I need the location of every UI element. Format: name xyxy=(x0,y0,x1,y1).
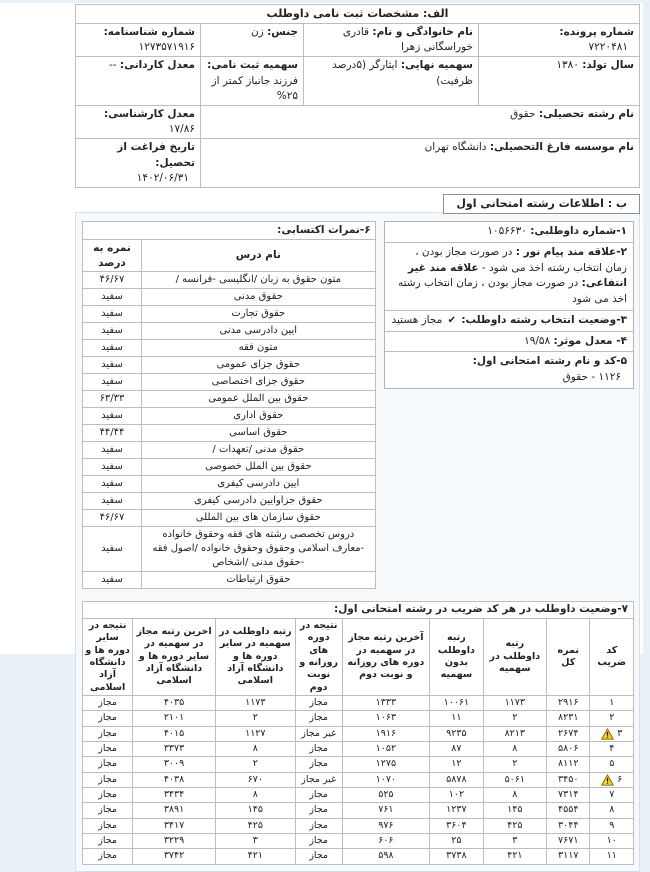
birth-year-value: ۱۳۸۰ xyxy=(556,59,579,72)
grade-row xyxy=(83,357,376,374)
coefficient-code-number: ۶ xyxy=(617,773,623,785)
score-cell: سفید xyxy=(83,323,142,340)
results-value-cell: ۳۴۳۴ xyxy=(133,787,216,802)
course-name-cell: حقوق بین الملل خصوصی xyxy=(142,459,376,476)
graduation-date-cell xyxy=(76,139,201,188)
results-value-cell: ۷۶۷۱ xyxy=(546,833,590,848)
results-title-row xyxy=(83,602,634,619)
results-value-cell: مجاز xyxy=(295,741,342,756)
results-value-cell: مجاز xyxy=(83,695,133,710)
warning-icon xyxy=(601,728,614,740)
coefficient-code-cell xyxy=(590,849,634,864)
results-column-header: رتبه داوطلب در سهمیه در سایر دوره ها و دانشگاه آزاد اسلامی xyxy=(215,618,295,695)
results-value-cell: ۲۵ xyxy=(430,833,483,848)
payamnoor-interest-text: در صورت مجاز بودن ، زمان انتخاب رشته اخذ می شود - xyxy=(415,245,627,274)
coefficient-code-number: ۱ xyxy=(609,696,615,708)
coefficient-code-cell xyxy=(590,818,634,833)
results-value-cell: ۲۹۱۶ xyxy=(546,695,590,710)
id-number-value: ۱۲۷۳۵۷۱۹۱۶ xyxy=(138,41,195,54)
results-column-header: آخرین رتبه مجاز در سهمیه در دوره های روزانه و نوبت دوم xyxy=(342,618,430,695)
course-name-cell: حقوق اساسی xyxy=(142,425,376,442)
score-cell: سفید xyxy=(83,374,142,391)
results-value-cell: ۴۰۳۸ xyxy=(133,772,216,787)
grade-row xyxy=(83,442,376,459)
payamnoor-interest-item xyxy=(385,242,633,310)
results-header-row xyxy=(83,618,634,695)
exam-field-label: ۵-کد و نام رشته امتحانی اول: xyxy=(472,355,627,368)
coefficient-code-number: ۱۱ xyxy=(606,850,617,862)
results-value-cell: ۸۲۳۱ xyxy=(546,711,590,726)
grade-row xyxy=(83,527,376,572)
grade-row xyxy=(83,476,376,493)
results-value-cell: ۱۰۲ xyxy=(430,787,483,802)
results-value-cell: ۱۱ xyxy=(430,711,483,726)
results-value-cell: ۳ xyxy=(483,833,546,848)
grade-row xyxy=(83,374,376,391)
course-name-cell: ایین دادرسی مدنی xyxy=(142,323,376,340)
results-value-cell: ۲ xyxy=(215,711,295,726)
section-a-row-2 xyxy=(76,57,640,106)
file-number-cell xyxy=(479,23,640,56)
coefficient-code xyxy=(592,743,631,755)
results-value-cell: ۷۶۱ xyxy=(342,803,430,818)
candidate-number-item xyxy=(385,222,633,242)
grade-row xyxy=(83,340,376,357)
results-value-cell: ۴۲۵ xyxy=(215,818,295,833)
coefficient-code-number: ۳ xyxy=(617,727,623,739)
results-value-cell: ۲ xyxy=(483,757,546,772)
results-value-cell: ۴۲۱ xyxy=(215,849,295,864)
grade-row xyxy=(83,425,376,442)
results-value-cell: ۳۰۰۹ xyxy=(133,757,216,772)
gender-value: زن xyxy=(250,25,264,38)
grade-row xyxy=(83,323,376,340)
coefficient-code-number: ۸ xyxy=(609,804,615,816)
selection-status-label: ۳-وضعیت انتخاب رشته داوطلب: xyxy=(461,313,627,326)
results-value-cell: ۹۷۶ xyxy=(342,818,430,833)
exam-field-value: ۱۱۲۶ - حقوق xyxy=(562,371,621,384)
gender-cell xyxy=(201,23,304,56)
coefficient-code-cell xyxy=(590,787,634,802)
results-value-cell: مجاز xyxy=(83,849,133,864)
final-quota-label: سهمیه نهایی: xyxy=(400,59,473,72)
course-name-cell: حقوق مدنی /تعهدات / xyxy=(142,442,376,459)
results-value-cell: ۳۸۹۱ xyxy=(133,803,216,818)
results-value-cell: ۳۷۳۸ xyxy=(430,849,483,864)
course-name-cell: حقوق اداری xyxy=(142,408,376,425)
score-cell: سفید xyxy=(83,306,142,323)
results-value-cell: ۴۲۵ xyxy=(483,818,546,833)
coefficient-code xyxy=(592,728,631,740)
section-b-label-row xyxy=(75,188,640,212)
major-value: حقوق xyxy=(510,108,536,121)
course-name-cell: حقوق ارتباطات xyxy=(142,572,376,589)
results-value-cell: ۱۰۶۳ xyxy=(342,711,430,726)
registration-quota-value: فرزند جانباز کمتر از ۲۵% xyxy=(211,74,298,102)
id-number-label: شماره شناسنامه: xyxy=(103,25,195,38)
results-value-cell: ۲ xyxy=(483,711,546,726)
birth-year-cell xyxy=(479,57,640,106)
results-value-cell: ۳۴۱۷ xyxy=(133,818,216,833)
results-value-cell: ۴۰۳۵ xyxy=(133,695,216,710)
course-name-cell: حقوق تجارت xyxy=(142,306,376,323)
institute-cell xyxy=(201,139,640,188)
results-value-cell: ۱۲۷۵ xyxy=(342,757,430,772)
results-row xyxy=(83,787,634,802)
score-cell: ۴۶/۶۷ xyxy=(83,510,142,527)
results-value-cell: ۱۲۳۷ xyxy=(430,803,483,818)
candidate-number-label: ۱-شماره داوطلبی: xyxy=(530,225,627,238)
results-value-cell: ۸۱۱۲ xyxy=(546,757,590,772)
results-value-cell: مجاز xyxy=(295,711,342,726)
birth-year-label: سال تولد: xyxy=(582,59,634,72)
course-name-cell: حقوق جزاوایین دادرسی کیفری xyxy=(142,493,376,510)
results-value-cell: ۲۶۷۴ xyxy=(546,726,590,741)
results-value-cell: ۳۶۰۴ xyxy=(430,818,483,833)
course-name-cell: حقوق جزای عمومی xyxy=(142,357,376,374)
coefficient-code-number: ۵ xyxy=(609,758,615,770)
grades-table xyxy=(82,221,376,589)
results-value-cell: مجاز xyxy=(83,772,133,787)
results-value-cell: ۳۰۴۴ xyxy=(546,818,590,833)
results-value-cell: مجاز xyxy=(295,818,342,833)
graduation-date-label: تاریخ فراغت از تحصیل: xyxy=(117,141,195,169)
file-number-label: شماره پرونده: xyxy=(559,25,634,38)
selection-status-item xyxy=(385,310,633,331)
coefficient-code-number: ۹ xyxy=(609,819,615,831)
coefficient-code xyxy=(592,835,631,847)
results-row xyxy=(83,726,634,741)
results-row xyxy=(83,695,634,710)
effective-gpa-value: ۱۹/۵۸ xyxy=(524,334,551,347)
major-label: نام رشته تحصیلی: xyxy=(538,108,634,121)
coefficient-code xyxy=(592,850,631,862)
score-cell: سفید xyxy=(83,408,142,425)
results-value-cell: ۲ xyxy=(215,757,295,772)
results-value-cell: مجاز xyxy=(83,726,133,741)
grade-row xyxy=(83,408,376,425)
results-value-cell: ۵۰۶۱ xyxy=(483,772,546,787)
results-title: ۷-وضعیت داوطلب در هر کد ضریب در رشته امتحانی اول: xyxy=(83,602,634,619)
results-value-cell: ۳۲۲۹ xyxy=(133,833,216,848)
document-content xyxy=(75,4,640,872)
associate-gpa-cell xyxy=(76,57,201,106)
coefficient-code xyxy=(592,820,631,832)
results-value-cell: ۵۹۸ xyxy=(342,849,430,864)
course-name-cell: متون فقه xyxy=(142,340,376,357)
file-number-value: ۷۲۲۰۴۸۱ xyxy=(588,41,628,54)
grade-row xyxy=(83,510,376,527)
results-row xyxy=(83,741,634,756)
grade-row xyxy=(83,306,376,323)
results-value-cell: ۱۳۳۳ xyxy=(342,695,430,710)
results-value-cell: ۵۸۷۸ xyxy=(430,772,483,787)
nonprofit-interest-text: در صورت مجاز بودن ، زمان انتخاب رشته اخذ می شود xyxy=(397,277,627,306)
results-value-cell: ۵۲۵ xyxy=(342,787,430,802)
coefficient-code xyxy=(592,774,631,786)
results-value-cell: مجاز xyxy=(295,757,342,772)
institute-label: نام موسسه فارغ التحصیلی: xyxy=(489,141,634,154)
payamnoor-interest-label: ۲-علاقه مند پیام نور : xyxy=(515,245,627,258)
gender-label: جنس: xyxy=(267,25,298,38)
results-value-cell: ۷۳۱۴ xyxy=(546,787,590,802)
grades-title-row xyxy=(83,222,376,240)
graduation-date-value: ۱۴۰۲/۰۶/۳۱ xyxy=(136,171,189,184)
results-value-cell: ۸۷ xyxy=(430,741,483,756)
results-value-cell: ۱۴۵ xyxy=(483,803,546,818)
score-cell: سفید xyxy=(83,459,142,476)
institute-value: دانشگاه تهران xyxy=(424,141,487,154)
course-column-header: نام درس xyxy=(142,239,376,271)
warning-icon xyxy=(601,774,614,786)
score-cell: ۶۳/۳۳ xyxy=(83,391,142,408)
score-cell: سفید xyxy=(83,357,142,374)
coefficient-code xyxy=(592,697,631,709)
results-value-cell: ۱۲ xyxy=(430,757,483,772)
check-icon: ✔ xyxy=(447,314,456,326)
results-value-cell: ۳ xyxy=(215,833,295,848)
results-value-cell: ۸ xyxy=(483,787,546,802)
section-b-top xyxy=(82,221,634,589)
coefficient-code-cell xyxy=(590,803,634,818)
exam-info-panel xyxy=(384,221,634,389)
effective-gpa-label: ۴- معدل موثر: xyxy=(553,334,627,347)
score-column-header: نمره به درصد xyxy=(83,239,142,271)
coefficient-code-number: ۷ xyxy=(609,788,615,800)
coefficient-code-cell xyxy=(590,757,634,772)
bachelor-gpa-value: ۱۷/۸۶ xyxy=(168,123,195,136)
course-name-cell: حقوق جزای اختصاصی xyxy=(142,374,376,391)
document-sheet xyxy=(0,3,643,862)
course-name-cell: دروس تخصصی رشته های فقه وحقوق خانواده -معارف اسلامی وحقوق وحقوق خانواده /اصول فقه -حقوق مدنی /اشخاص xyxy=(142,527,376,572)
results-value-cell: ۹۲۳۵ xyxy=(430,726,483,741)
section-a-title: الف: مشخصات ثبت نامی داوطلب xyxy=(76,5,640,24)
results-value-cell: مجاز xyxy=(295,803,342,818)
results-table xyxy=(82,601,634,864)
results-value-cell: ۲۱۰۱ xyxy=(133,711,216,726)
full-name-label: نام خانوادگی و نام: xyxy=(372,25,473,38)
id-number-cell xyxy=(76,23,201,56)
results-column-header: رتبه داوطلب بدون سهمیه xyxy=(430,618,483,695)
course-name-cell: حقوق بین الملل عمومی xyxy=(142,391,376,408)
grade-row xyxy=(83,391,376,408)
course-name-cell: حقوق سازمان های بین المللی xyxy=(142,510,376,527)
coefficient-code-cell xyxy=(590,695,634,710)
course-name-cell: ایین دادرسی کیفری xyxy=(142,476,376,493)
full-name-value: قادری خوراسگانی زهرا xyxy=(342,25,473,54)
score-cell: سفید xyxy=(83,476,142,493)
results-row xyxy=(83,772,634,787)
coefficient-code-number: ۱۰ xyxy=(606,834,617,846)
associate-gpa-value: -- xyxy=(108,59,117,72)
grade-row xyxy=(83,272,376,289)
coefficient-code xyxy=(592,758,631,770)
score-cell: سفید xyxy=(83,442,142,459)
results-value-cell: ۶۰۶ xyxy=(342,833,430,848)
results-column-header: نتیجه در دوره های روزانه و نوبت دوم xyxy=(295,618,342,695)
registration-quota-label: سهمیه ثبت نامی: xyxy=(207,59,298,72)
results-value-cell: ۳۳۷۳ xyxy=(133,741,216,756)
results-value-cell: غیر مجاز xyxy=(295,772,342,787)
results-value-cell: ۱۰۰۶۱ xyxy=(430,695,483,710)
results-value-cell: ۳۷۴۲ xyxy=(133,849,216,864)
coefficient-code xyxy=(592,712,631,724)
coefficient-code-cell xyxy=(590,741,634,756)
exam-field-item xyxy=(385,351,633,388)
score-cell: سفید xyxy=(83,527,142,572)
grades-table-wrap xyxy=(82,221,376,589)
results-column-header: رتبه داوطلب در سهمیه xyxy=(483,618,546,695)
coefficient-code-number: ۴ xyxy=(609,742,615,754)
results-value-cell: مجاز xyxy=(295,787,342,802)
final-quota-cell xyxy=(304,57,479,106)
score-cell: سفید xyxy=(83,289,142,306)
coefficient-code-cell xyxy=(590,726,634,741)
results-value-cell: ۸ xyxy=(483,741,546,756)
results-value-cell: ۸ xyxy=(215,787,295,802)
score-cell: سفید xyxy=(83,340,142,357)
results-value-cell: ۱۱۷۳ xyxy=(483,695,546,710)
results-column-header: کد ضریب xyxy=(590,618,634,695)
grades-title: ۶-نمرات اکتسابی: xyxy=(83,222,376,240)
nonprofit-interest-label: علاقه مند غیر انتفاعی: xyxy=(407,261,627,290)
results-column-header: نمره کل xyxy=(546,618,590,695)
course-name-cell: متون حقوق به زبان /انگلیسی -فرانسه / xyxy=(142,272,376,289)
results-value-cell: ۸ xyxy=(215,741,295,756)
section-a-row-3 xyxy=(76,106,640,139)
results-value-cell: مجاز xyxy=(83,803,133,818)
results-column-header: اخرین رتبه مجاز در سهمیه در سایر دوره ها و دانشگاه آزاد اسلامی xyxy=(133,618,216,695)
results-value-cell: ۳۱۱۷ xyxy=(546,849,590,864)
results-value-cell: ۱۴۵ xyxy=(215,803,295,818)
section-a-row-1 xyxy=(76,23,640,56)
grade-row xyxy=(83,289,376,306)
final-quota-value: ایثارگر (۵درصد ظرفیت) xyxy=(332,59,473,87)
results-value-cell: مجاز xyxy=(83,741,133,756)
results-row xyxy=(83,818,634,833)
section-a-title-row xyxy=(76,5,640,24)
results-value-cell: ۸۲۱۳ xyxy=(483,726,546,741)
results-row xyxy=(83,803,634,818)
results-value-cell: ۵۸۰۶ xyxy=(546,741,590,756)
bachelor-gpa-cell xyxy=(76,106,201,139)
results-value-cell: ۱۱۷۳ xyxy=(215,695,295,710)
coefficient-code-cell xyxy=(590,772,634,787)
section-b-title: ب : اطلاعات رشته امتحانی اول xyxy=(443,194,640,214)
coefficient-code xyxy=(592,804,631,816)
candidate-number-value: ۱۰۵۶۶۳۰ xyxy=(487,225,527,238)
results-value-cell: مجاز xyxy=(295,833,342,848)
results-value-cell: ۳۴۵۰ xyxy=(546,772,590,787)
results-value-cell: مجاز xyxy=(83,833,133,848)
coefficient-code-cell xyxy=(590,833,634,848)
score-cell: سفید xyxy=(83,493,142,510)
score-cell: ۴۶/۶۷ xyxy=(83,272,142,289)
results-value-cell: ۱۱۲۷ xyxy=(215,726,295,741)
results-value-cell: مجاز xyxy=(83,711,133,726)
results-value-cell: غیر مجاز xyxy=(295,726,342,741)
results-value-cell: ۱۰۵۲ xyxy=(342,741,430,756)
score-cell: ۴۴/۴۴ xyxy=(83,425,142,442)
coefficient-code-number: ۲ xyxy=(609,712,615,724)
section-b-container xyxy=(75,212,640,872)
results-value-cell: ۱۹۱۶ xyxy=(342,726,430,741)
results-row xyxy=(83,849,634,864)
section-a-row-4 xyxy=(76,139,640,188)
results-value-cell: ۶۷۰ xyxy=(215,772,295,787)
section-a-table xyxy=(75,4,640,188)
results-value-cell: مجاز xyxy=(83,757,133,772)
coefficient-code-cell xyxy=(590,711,634,726)
results-value-cell: ۱۰۷۰ xyxy=(342,772,430,787)
results-value-cell: مجاز xyxy=(83,787,133,802)
results-section xyxy=(82,601,634,864)
effective-gpa-item xyxy=(385,331,633,352)
results-column-header: نتیجه در سایر دوره ها و دانشگاه آزاد اسلامی xyxy=(83,618,133,695)
results-row xyxy=(83,833,634,848)
results-value-cell: مجاز xyxy=(295,695,342,710)
results-value-cell: ۴۲۱ xyxy=(483,849,546,864)
selection-status-value: مجاز هستید xyxy=(391,313,443,326)
score-cell: سفید xyxy=(83,572,142,589)
grade-row xyxy=(83,459,376,476)
coefficient-code xyxy=(592,789,631,801)
registration-quota-cell xyxy=(201,57,304,106)
results-value-cell: ۴۵۵۴ xyxy=(546,803,590,818)
course-name-cell: حقوق مدنی xyxy=(142,289,376,306)
grades-header-row xyxy=(83,239,376,271)
associate-gpa-label: معدل کاردانی: xyxy=(119,59,195,72)
results-value-cell: مجاز xyxy=(83,818,133,833)
bachelor-gpa-label: معدل کارشناسی: xyxy=(103,108,195,121)
results-row xyxy=(83,757,634,772)
grade-row xyxy=(83,493,376,510)
results-row xyxy=(83,711,634,726)
grade-row xyxy=(83,572,376,589)
results-value-cell: ۴۰۱۵ xyxy=(133,726,216,741)
major-cell xyxy=(201,106,640,139)
results-value-cell: مجاز xyxy=(295,849,342,864)
full-name-cell xyxy=(304,23,479,56)
